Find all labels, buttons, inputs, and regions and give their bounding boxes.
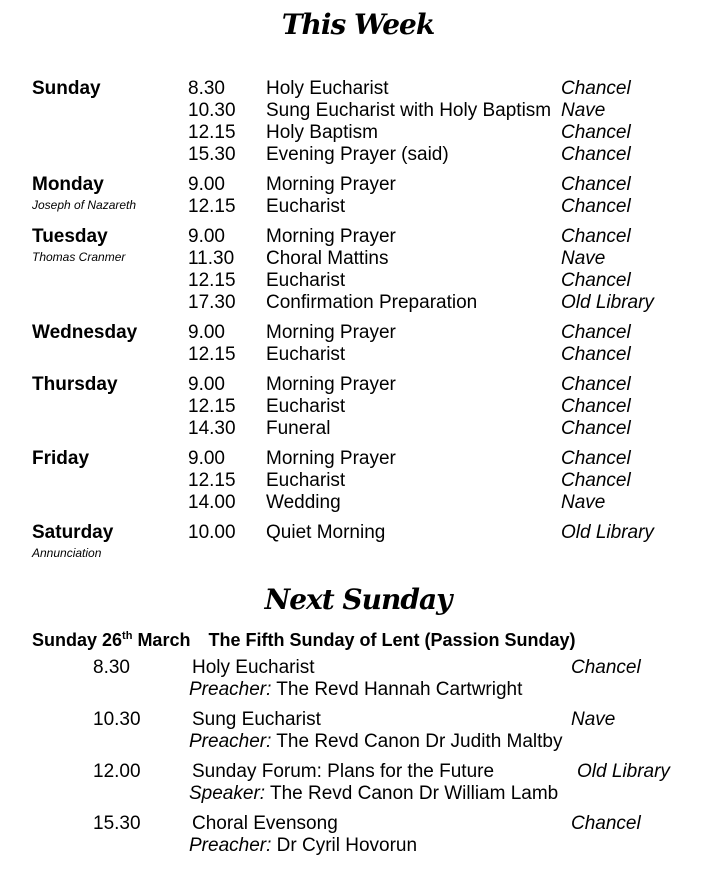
service-location: Old Library [561,522,654,543]
service-location: Nave [561,248,606,269]
service-location: Chancel [561,226,631,247]
service-name: Morning Prayer [266,226,396,247]
next-service [0,709,716,759]
service-preacher [189,679,522,701]
day-name: Sunday [32,78,101,99]
service-time: 14.00 [188,492,236,513]
service-row [0,344,716,366]
service-row [0,292,716,314]
service-row [0,122,716,144]
service-time: 12.15 [188,270,236,291]
service-location: Nave [561,100,606,121]
service-time: 8.30 [93,657,130,678]
service-time: 8.30 [188,78,225,99]
service-row [0,144,716,166]
service-name: Funeral [266,418,331,439]
service-name: Eucharist [266,344,346,365]
preacher-name: Dr Cyril Hovorun [271,835,418,856]
service-location: Nave [561,492,606,513]
service-location: Old Library [577,761,670,782]
service-time: 15.30 [188,144,236,165]
service-time: 11.30 [188,248,235,269]
next-service [0,813,716,863]
next-sunday-heading [32,624,575,652]
service-row [0,100,716,122]
service-speaker [189,783,558,805]
saint-day: Thomas Cranmer [32,250,126,264]
service-location: Chancel [561,344,631,365]
service-location: Nave [571,709,616,730]
service-name: Holy Eucharist [192,657,315,678]
service-row [0,248,716,270]
service-time: 12.15 [188,196,236,217]
preacher-name: The Revd Hannah Cartwright [271,679,523,700]
day-name: Wednesday [32,322,138,343]
service-location: Chancel [561,196,631,217]
service-location: Chancel [571,813,641,834]
service-name: Choral Evensong [192,813,338,834]
service-location: Chancel [561,470,631,491]
day-name: Tuesday [32,226,108,247]
service-name: Sung Eucharist with Holy Baptism [266,100,552,121]
next-sunday-theme: The Fifth Sunday of Lent (Passion Sunday) [208,630,576,650]
service-preacher [189,731,563,753]
service-name: Evening Prayer (said) [266,144,449,165]
service-location: Chancel [561,174,631,195]
service-name: Choral Mattins [266,248,389,269]
service-time: 12.00 [93,761,141,782]
service-row [0,418,716,440]
service-time: 12.15 [188,344,236,365]
preacher-role: Preacher: [189,679,272,700]
service-row [0,270,716,292]
service-location: Chancel [561,270,631,291]
service-row [0,374,716,396]
service-preacher [189,835,417,857]
service-time: 12.15 [188,396,236,417]
day-name: Thursday [32,374,118,395]
service-time: 9.00 [188,226,225,247]
service-name: Eucharist [266,270,346,291]
service-time: 9.00 [188,174,225,195]
service-location: Chancel [561,78,631,99]
preacher-role: Preacher: [189,835,272,856]
day-name: Monday [32,174,104,195]
service-time: 12.15 [188,470,236,491]
service-location: Chancel [561,396,631,417]
service-row [0,492,716,514]
service-name: Morning Prayer [266,448,396,469]
service-row [0,196,716,218]
service-row [0,396,716,418]
service-time: 17.30 [188,292,236,313]
service-time: 10.30 [188,100,236,121]
service-location: Chancel [571,657,641,678]
service-time: 10.30 [93,709,141,730]
service-time: 14.30 [188,418,236,439]
service-name: Holy Eucharist [266,78,389,99]
service-name: Morning Prayer [266,174,396,195]
day-name: Saturday [32,522,114,543]
service-row [0,174,716,196]
service-location: Chancel [561,322,631,343]
service-location: Chancel [561,122,631,143]
service-row [0,522,716,544]
service-name: Morning Prayer [266,322,396,343]
service-name: Sung Eucharist [192,709,321,730]
next-sunday-month: March [132,630,191,650]
saint-day: Annunciation [32,546,102,560]
service-row [0,322,716,344]
service-name: Wedding [266,492,341,513]
service-name: Quiet Morning [266,522,386,543]
speaker-name: The Revd Canon Dr William Lamb [265,783,559,804]
service-time: 9.00 [188,374,225,395]
service-row [0,470,716,492]
service-name: Holy Baptism [266,122,378,143]
day-name: Friday [32,448,90,469]
service-name: Sunday Forum: Plans for the Future [192,761,495,782]
service-time: 9.00 [188,448,225,469]
next-service [0,761,716,811]
service-row [0,448,716,470]
saint-day: Joseph of Nazareth [32,198,137,212]
service-row [0,226,716,248]
speaker-role: Speaker: [189,783,266,804]
preacher-role: Preacher: [189,731,272,752]
next-service [0,657,716,707]
date-ordinal-suffix: th [122,630,133,642]
service-location: Chancel [561,374,631,395]
service-location: Chancel [561,448,631,469]
this-week-title: This Week [281,8,435,41]
service-name: Eucharist [266,396,346,417]
next-sunday-date: Sunday 26 [32,630,123,650]
service-time: 9.00 [188,322,225,343]
service-row [0,78,716,100]
service-name: Morning Prayer [266,374,396,395]
service-time: 15.30 [93,813,141,834]
service-location: Chancel [561,418,631,439]
next-sunday-title: Next Sunday [264,583,452,616]
service-time: 10.00 [188,522,236,543]
service-time: 12.15 [188,122,236,143]
service-location: Chancel [561,144,631,165]
service-location: Old Library [561,292,654,313]
service-name: Eucharist [266,196,346,217]
service-name: Eucharist [266,470,346,491]
service-name: Confirmation Preparation [266,292,478,313]
preacher-name: The Revd Canon Dr Judith Maltby [271,731,563,752]
